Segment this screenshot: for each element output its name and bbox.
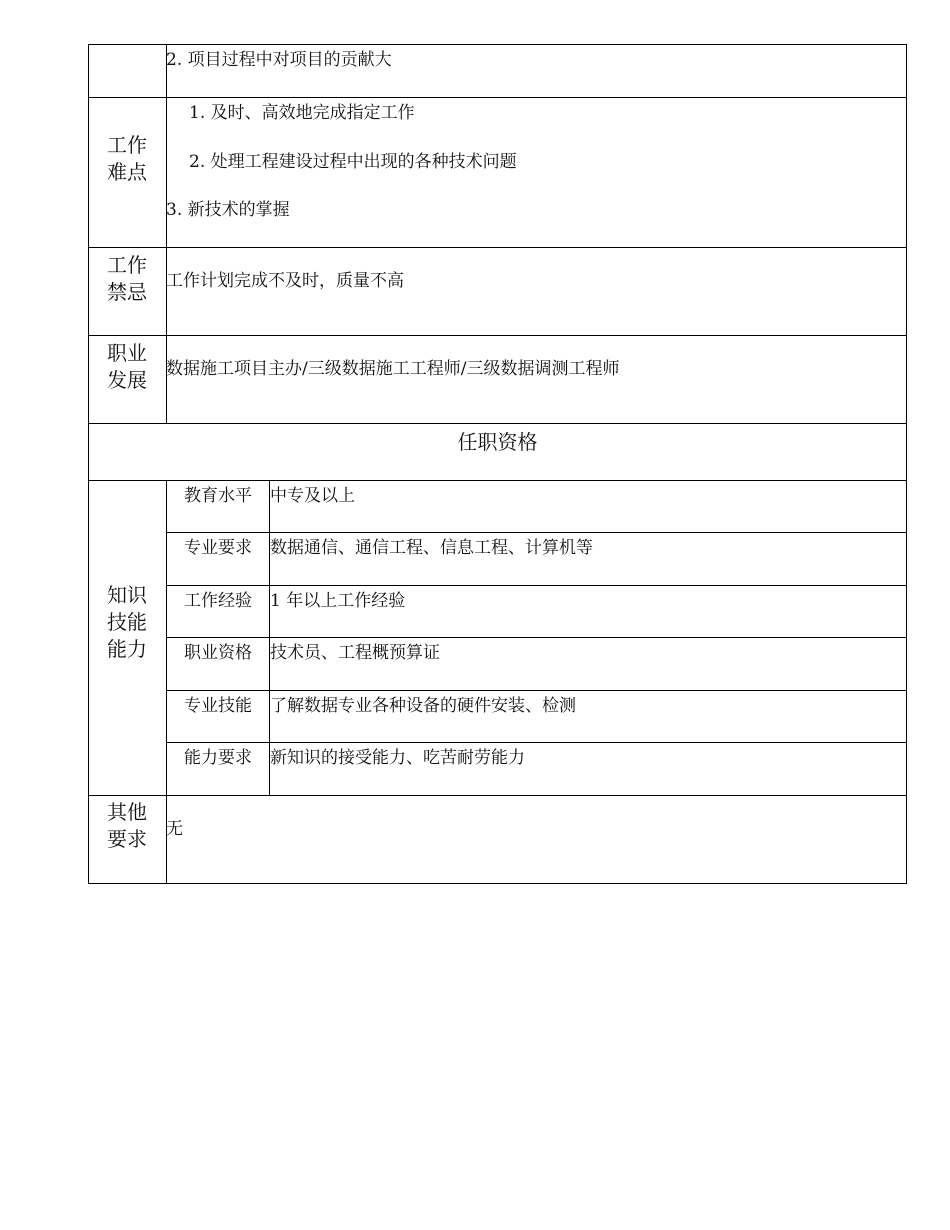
career-label: 职业 发展	[107, 341, 147, 392]
other-label: 其他 要求	[107, 800, 147, 851]
skills-row-value: 技术员、工程概预算证	[270, 643, 440, 663]
skills-label: 知识 技能 能力	[107, 583, 147, 661]
skills-row-value: 新知识的接受能力、吃苦耐劳能力	[270, 748, 525, 768]
skills-row-name: 能力要求	[184, 748, 252, 768]
difficulty-label: 工作 难点	[107, 133, 147, 184]
qualifications-title: 任职资格	[457, 430, 538, 454]
skills-row-value: 1 年以上工作经验	[270, 591, 406, 611]
skills-row-name: 职业资格	[184, 643, 252, 663]
other-text: 无	[166, 819, 183, 839]
taboo-label: 工作 禁忌	[107, 253, 147, 304]
skills-row-name: 工作经验	[184, 591, 252, 611]
career-text: 数据施工项目主办/三级数据施工工程师/三级数据调测工程师	[166, 359, 620, 379]
contribution-item: 2. 项目过程中对项目的贡献大	[166, 50, 392, 70]
skills-row-name: 教育水平	[184, 486, 252, 506]
difficulty-item: 1. 及时、高效地完成指定工作	[189, 103, 415, 123]
skills-row-value: 数据通信、通信工程、信息工程、计算机等	[270, 538, 593, 558]
skills-row-value: 了解数据专业各种设备的硬件安装、检测	[270, 696, 576, 716]
taboo-text: 工作计划完成不及时，质量不高	[166, 271, 404, 291]
skills-row-value: 中专及以上	[270, 486, 355, 506]
skills-row-name: 专业技能	[184, 696, 252, 716]
skills-row-name: 专业要求	[184, 538, 252, 558]
difficulty-item: 3. 新技术的掌握	[166, 200, 290, 220]
difficulty-item: 2. 处理工程建设过程中出现的各种技术问题	[189, 152, 517, 172]
